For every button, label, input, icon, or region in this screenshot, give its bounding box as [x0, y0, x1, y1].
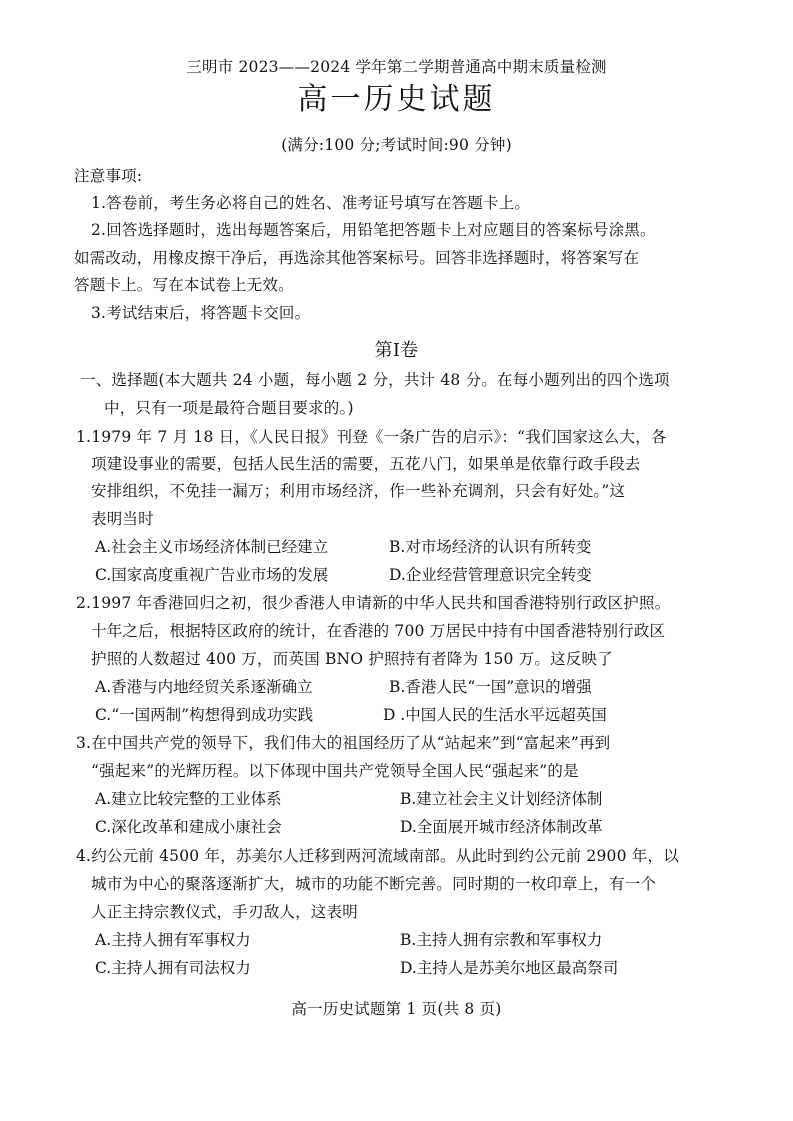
option-b: B.建立社会主义计划经济体制 — [400, 790, 603, 808]
option-d: D.全面展开城市经济体制改革 — [400, 818, 603, 836]
section-title: 第Ⅰ卷 — [374, 340, 419, 361]
question-text: 2.1997 年香港回归之初，很少香港人申请新的中华人民共和国香港特别行政区护照。 — [76, 594, 671, 612]
option-c: C.国家高度重视广告业市场的发展 — [95, 566, 329, 584]
option-a: A.主持人拥有军事权力 — [95, 931, 251, 949]
notes-line: 如需改动，用橡皮擦干净后，再选涂其他答案标号。回答非选择题时，将答案写在 — [74, 249, 640, 267]
option-a: A.香港与内地经贸关系逐渐确立 — [95, 678, 313, 696]
question-text: 项建设事业的需要，包括人民生活的需要，五花八门，如果单是依靠行政手段去 — [91, 455, 641, 473]
notes-line: 3.考试结束后，将答题卡交回。 — [91, 304, 311, 322]
option-a: A.社会主义市场经济体制已经建立 — [95, 538, 329, 556]
option-c: C.深化改革和建成小康社会 — [95, 818, 282, 836]
option-d: D.主持人是苏美尔地区最高祭司 — [400, 959, 619, 977]
notes-line: 1.答卷前，考生务必将自己的姓名、准考证号填写在答题卡上。 — [91, 194, 531, 212]
option-d: D.企业经营管理意识完全转变 — [389, 566, 592, 584]
notes-line: 答题卡上。写在本试卷上无效。 — [74, 276, 294, 294]
question-text: 城市为中心的聚落逐渐扩大，城市的功能不断完善。同时期的一枚印章上，有一个 — [91, 875, 657, 893]
question-text: 3.在中国共产党的领导下，我们伟大的祖国经历了从“站起来”到“富起来”再到 — [76, 734, 611, 752]
page-footer: 高一历史试题第 1 页(共 8 页) — [291, 1000, 502, 1018]
question-text: 人正主持宗教仪式，手刃敌人，这表明 — [91, 903, 358, 921]
exam-header-line: 三明市 2023——2024 学年第二学期普通高中期末质量检测 — [186, 58, 607, 76]
question-text: “强起来”的光辉历程。以下体现中国共产党领导全国人民“强起来”的是 — [91, 762, 579, 780]
option-a: A.建立比较完整的工业体系 — [95, 790, 282, 808]
notes-heading: 注意事项: — [74, 167, 143, 185]
question-text: 十年之后，根据特区政府的统计，在香港的 700 万居民中持有中国香港特别行政区 — [91, 622, 666, 640]
question-text: 1.1979 年 7 月 18 日，《人民日报》刊登《一条广告的启示》：“我们国家这么大，各 — [76, 428, 667, 446]
option-b: B.主持人拥有宗教和军事权力 — [400, 931, 603, 949]
option-c: C.主持人拥有司法权力 — [95, 959, 251, 977]
notes-line: 2.回答选择题时，选出每题答案后，用铅笔把答题卡上对应题目的答案标号涂黑。 — [91, 221, 656, 239]
section-intro: 中，只有一项是最符合题目要求的。) — [104, 399, 354, 417]
option-c: C.“一国两制”构想得到成功实践 — [95, 706, 314, 724]
question-text: 护照的人数超过 400 万，而英国 BNO 护照持有者降为 150 万。这反映了 — [91, 650, 613, 668]
section-intro: 一、选择题(本大题共 24 小题，每小题 2 分，共计 48 分。在每小题列出的四个选项 — [80, 371, 670, 389]
option-b: B.对市场经济的认识有所转变 — [389, 538, 592, 556]
option-b: B.香港人民“一国”意识的增强 — [389, 678, 592, 696]
question-text: 4.约公元前 4500 年，苏美尔人迁移到两河流域南部。从此时到约公元前 2900 年，以 — [76, 847, 679, 865]
exam-meta: (满分:100 分;考试时间:90 分钟) — [281, 136, 512, 154]
option-d: D .中国人民的生活水平远超英国 — [383, 706, 607, 724]
page-title: 高一历史试题 — [297, 82, 496, 117]
question-text: 表明当时 — [91, 510, 154, 528]
question-text: 安排组织，不免挂一漏万；利用市场经济，作一些补充调剂，只会有好处。”这 — [91, 482, 626, 500]
